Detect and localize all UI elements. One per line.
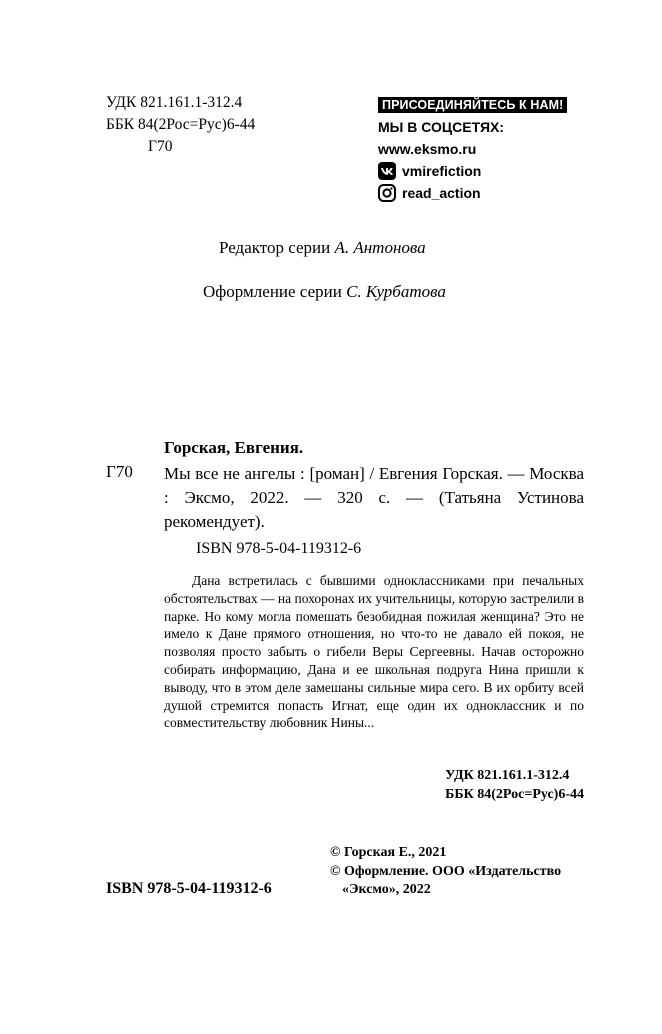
bbk-code-right: ББК 84(2Рос=Рус)6-44 (445, 787, 584, 802)
copyright-author: © Горская Е., 2021 (330, 845, 447, 860)
vk-icon (378, 162, 396, 180)
vk-label: vmirefiction (402, 163, 482, 179)
record-author: Горская, Евгения. (164, 438, 304, 457)
design-label: Оформление серии (203, 282, 342, 301)
social-heading: МЫ В СОЦСЕТЯХ: (378, 119, 505, 135)
record-mark: Г70 (106, 462, 133, 481)
website-link[interactable]: www.eksmo.ru (378, 141, 477, 157)
instagram-link[interactable] (378, 182, 588, 204)
vk-link[interactable] (378, 160, 588, 182)
copyright-block (330, 844, 561, 900)
editor-name: А. Антонова (334, 238, 426, 257)
record-description: Мы все не ангелы : [роман] / Евгения Горская. — Москва : Эксмо, 2022. — 320 с. — (Татьяна Устинова рекомендует). (164, 464, 584, 531)
editor-label: Редактор серии (219, 238, 331, 257)
series-design (203, 282, 446, 302)
isbn-bottom: ISBN 978-5-04-119312-6 (106, 880, 272, 897)
udk-code: УДК 821.161.1-312.4 (106, 94, 243, 111)
instagram-icon (378, 184, 396, 202)
design-name: С. Курбатова (346, 282, 446, 301)
instagram-label: read_action (402, 185, 481, 201)
bbk-code: ББК 84(2Рос=Рус)6-44 (106, 116, 256, 133)
record-isbn: ISBN 978-5-04-119312-6 (196, 540, 362, 557)
classification-block (106, 92, 255, 158)
udk-code-right: УДК 821.161.1-312.4 (445, 768, 570, 783)
join-banner: ПРИСОЕДИНЯЙТЕСЬ К НАМ! (378, 97, 567, 113)
annotation-text: Дана встретилась с бывшими одноклассниками при печальных обстоятельствах — на похоронах их учительницы, которую застрелили в парке. Но кому могла помешать безобидная пожилая женщина? Это не имело к Дане прямого отношения, но что-то не давало ей покоя, не позволяя просто забыть о гибели Веры Сергеевны. Начав осторожно собирать информацию, Дана и ее школьная подруга Нина пришли к выводу, что в этом деле замешаны сильные мира сего. В их орбиту всей душой стремится попасть Игнат, еще один их одноклассник и по совместительству любовник Нины... (164, 573, 584, 731)
social-block (378, 96, 588, 204)
series-editor (219, 238, 426, 258)
copyright-publisher: «Эксмо», 2022 (342, 882, 431, 897)
author-mark: Г70 (148, 138, 173, 155)
copyright-design: © Оформление. ООО «Издательство (330, 863, 562, 879)
classification-right (445, 766, 584, 804)
